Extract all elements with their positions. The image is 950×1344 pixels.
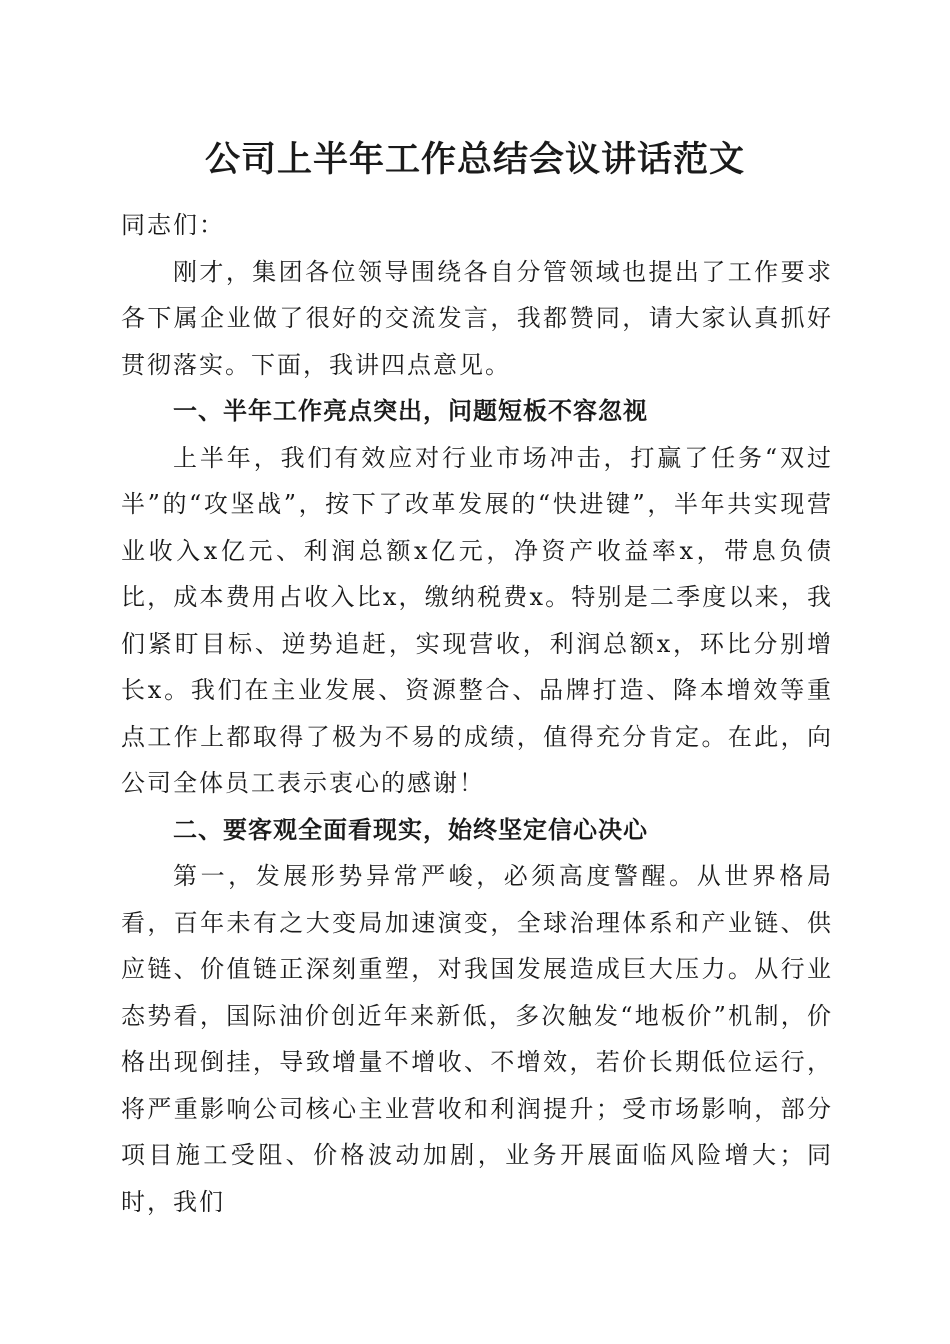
section-heading-2: 二、要客观全面看现实，始终坚定信心决心 (173, 815, 648, 844)
section-heading-1: 一、半年工作亮点突出，问题短板不容忽视 (173, 397, 648, 425)
document-body (121, 202, 833, 1225)
intro-paragraph: 刚才，集团各位领导围绕各自分管领域也提出了工作要求各下属企业做了很好的交流发言，我都赞同，请大家认真抓好贯彻落实。下面，我讲四点意见。 (121, 257, 833, 379)
salutation: 同志们： (121, 211, 225, 239)
section-1-paragraph: 上半年，我们有效应对行业市场冲击，打赢了任务“双过半”的“攻坚战”，按下了改革发展的“快进键”，半年共实现营业收入x亿元、利润总额x亿元，净资产收益率x，带息负债比，成本费用占收入比x，缴纳税费x。特别是二季度以来，我们紧盯目标、逆势追赶，实现营收，利润总额x，环比分别增长x。我们在主业发展、资源整合、品牌打造、降本增效等重点工作上都取得了极为不易的成绩，值得充分肯定。在此，向公司全体员工表示衷心的感谢！ (121, 443, 833, 797)
section-2-paragraph: 第一，发展形势异常严峻，必须高度警醒。从世界格局看，百年未有之大变局加速演变，全球治理体系和产业链、供应链、价值链正深刻重塑，对我国发展造成巨大压力。从行业态势看，国际油价创近年来新低，多次触发“地板价”机制，价格出现倒挂，导致增量不增收、不增效，若价长期低位运行，将严重影响公司核心主业营收和利润提升；受市场影响，部分项目施工受阻、价格波动加剧，业务开展面临风险增大；同时，我们 (121, 862, 833, 1216)
document-title: 公司上半年工作总结会议讲话范文 (204, 139, 745, 180)
